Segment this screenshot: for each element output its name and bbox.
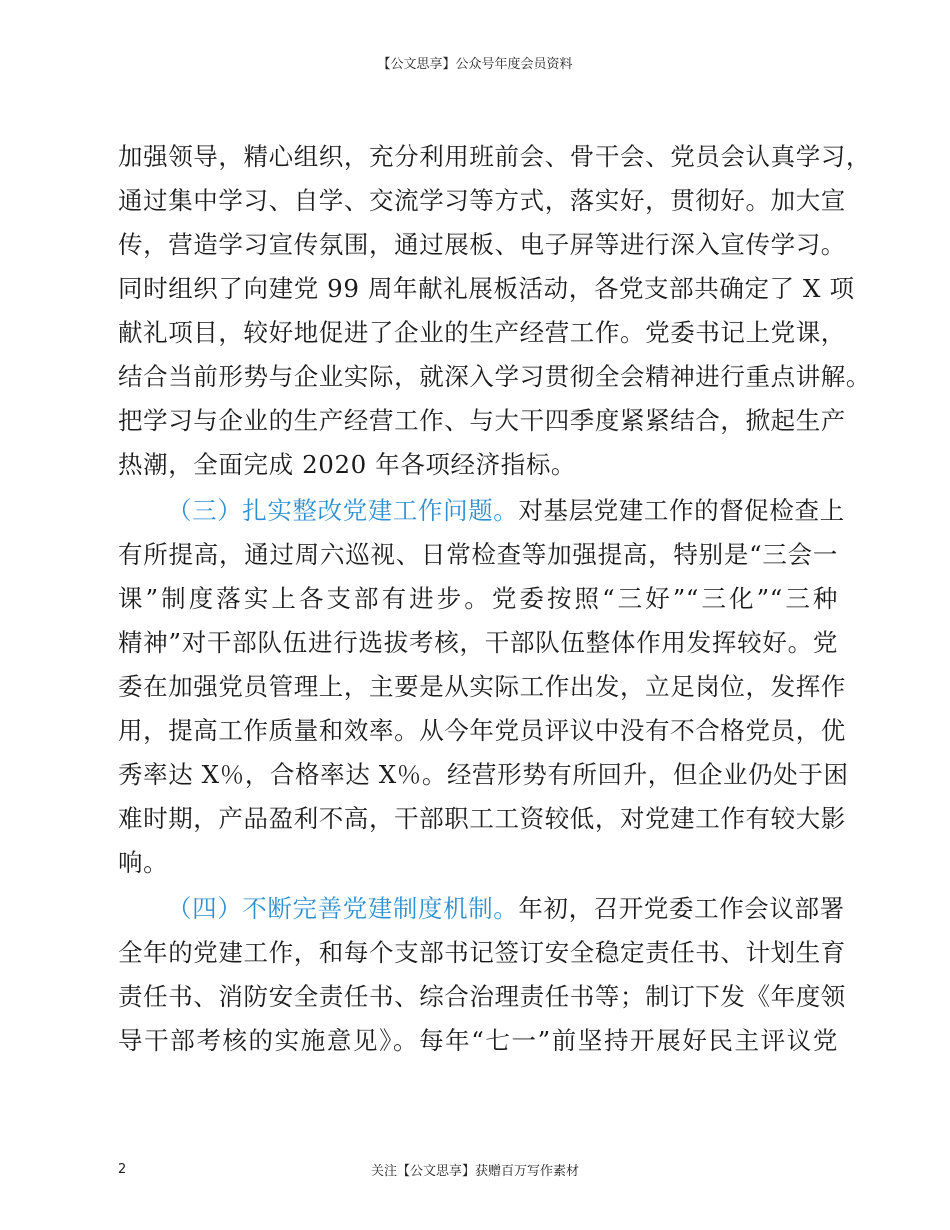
text-line: 精神”对干部队伍进行选拔考核，干部队伍整体作用发挥较好。党 — [118, 628, 838, 657]
paragraph-1 — [118, 135, 871, 487]
paragraph-2 — [118, 489, 849, 885]
page-footer: 关注【公文思享】获赠百万写作素材 — [370, 1164, 579, 1179]
section-heading-3: （三）扎实整改党建工作问题。 — [167, 496, 519, 525]
text-line: 结合当前形势与企业实际，就深入学习贯彻全会精神进行重点讲解。 — [118, 362, 871, 391]
text-run: 对基层党建工作的督促检查上 — [518, 496, 845, 525]
page-number: 2 — [118, 1162, 127, 1177]
section-heading-4: （四）不断完善党建制度机制。 — [167, 894, 519, 923]
text-line: 通过集中学习、自学、交流学习等方式，落实好，贯彻好。加大宣 — [118, 186, 846, 215]
text-run: 年初，召开党委工作会议部署 — [518, 894, 845, 923]
text-line: 秀率达 X％，合格率达 X％。经营形势有所回升，但企业仍处于困 — [118, 760, 849, 789]
text-line: 有所提高，通过周六巡视、日常检查等加强提高，特别是“三会一 — [118, 540, 838, 569]
text-line: 加强领导，精心组织，充分利用班前会、骨干会、党员会认真学习， — [118, 142, 871, 171]
text-line: 献礼项目，较好地促进了企业的生产经营工作。党委书记上党课， — [118, 318, 846, 347]
text-line: 导干部考核的实施意见》。每年“七一”前坚持开展好民主评议党 — [118, 1026, 838, 1055]
text-line: 把学习与企业的生产经营工作、与大干四季度紧紧结合，掀起生产 — [118, 406, 846, 435]
text-line: 用，提高工作质量和效率。从今年党员评议中没有不合格党员，优 — [118, 716, 846, 745]
paragraph-first-line — [118, 489, 845, 533]
text-line: 热潮，全面完成 2020 年各项经济指标。 — [118, 450, 577, 479]
text-line: 责任书、消防安全责任书、综合治理责任书等；制订下发《年度领 — [118, 982, 846, 1011]
document-body — [118, 135, 871, 1063]
paragraph-3 — [118, 887, 846, 1063]
text-line: 同时组织了向建党 99 周年献礼展板活动，各党支部共确定了 X 项 — [118, 274, 855, 303]
text-line: 传，营造学习宣传氛围，通过展板、电子屏等进行深入宣传学习。 — [118, 230, 846, 259]
text-line: 难时期，产品盈利不高，干部职工工资较低，对党建工作有较大影 — [118, 804, 846, 833]
text-line: 委在加强党员管理上，主要是从实际工作出发，立足岗位，发挥作 — [118, 672, 846, 701]
text-line: 全年的党建工作，和每个支部书记签订安全稳定责任书、计划生育 — [118, 938, 846, 967]
paragraph-first-line — [118, 887, 845, 931]
page-header: 【公文思享】公众号年度会员资料 — [377, 57, 573, 72]
text-line: 课”制度落实上各支部有进步。党委按照“三好”“三化”“三种 — [118, 584, 838, 613]
text-line: 响。 — [118, 848, 169, 877]
